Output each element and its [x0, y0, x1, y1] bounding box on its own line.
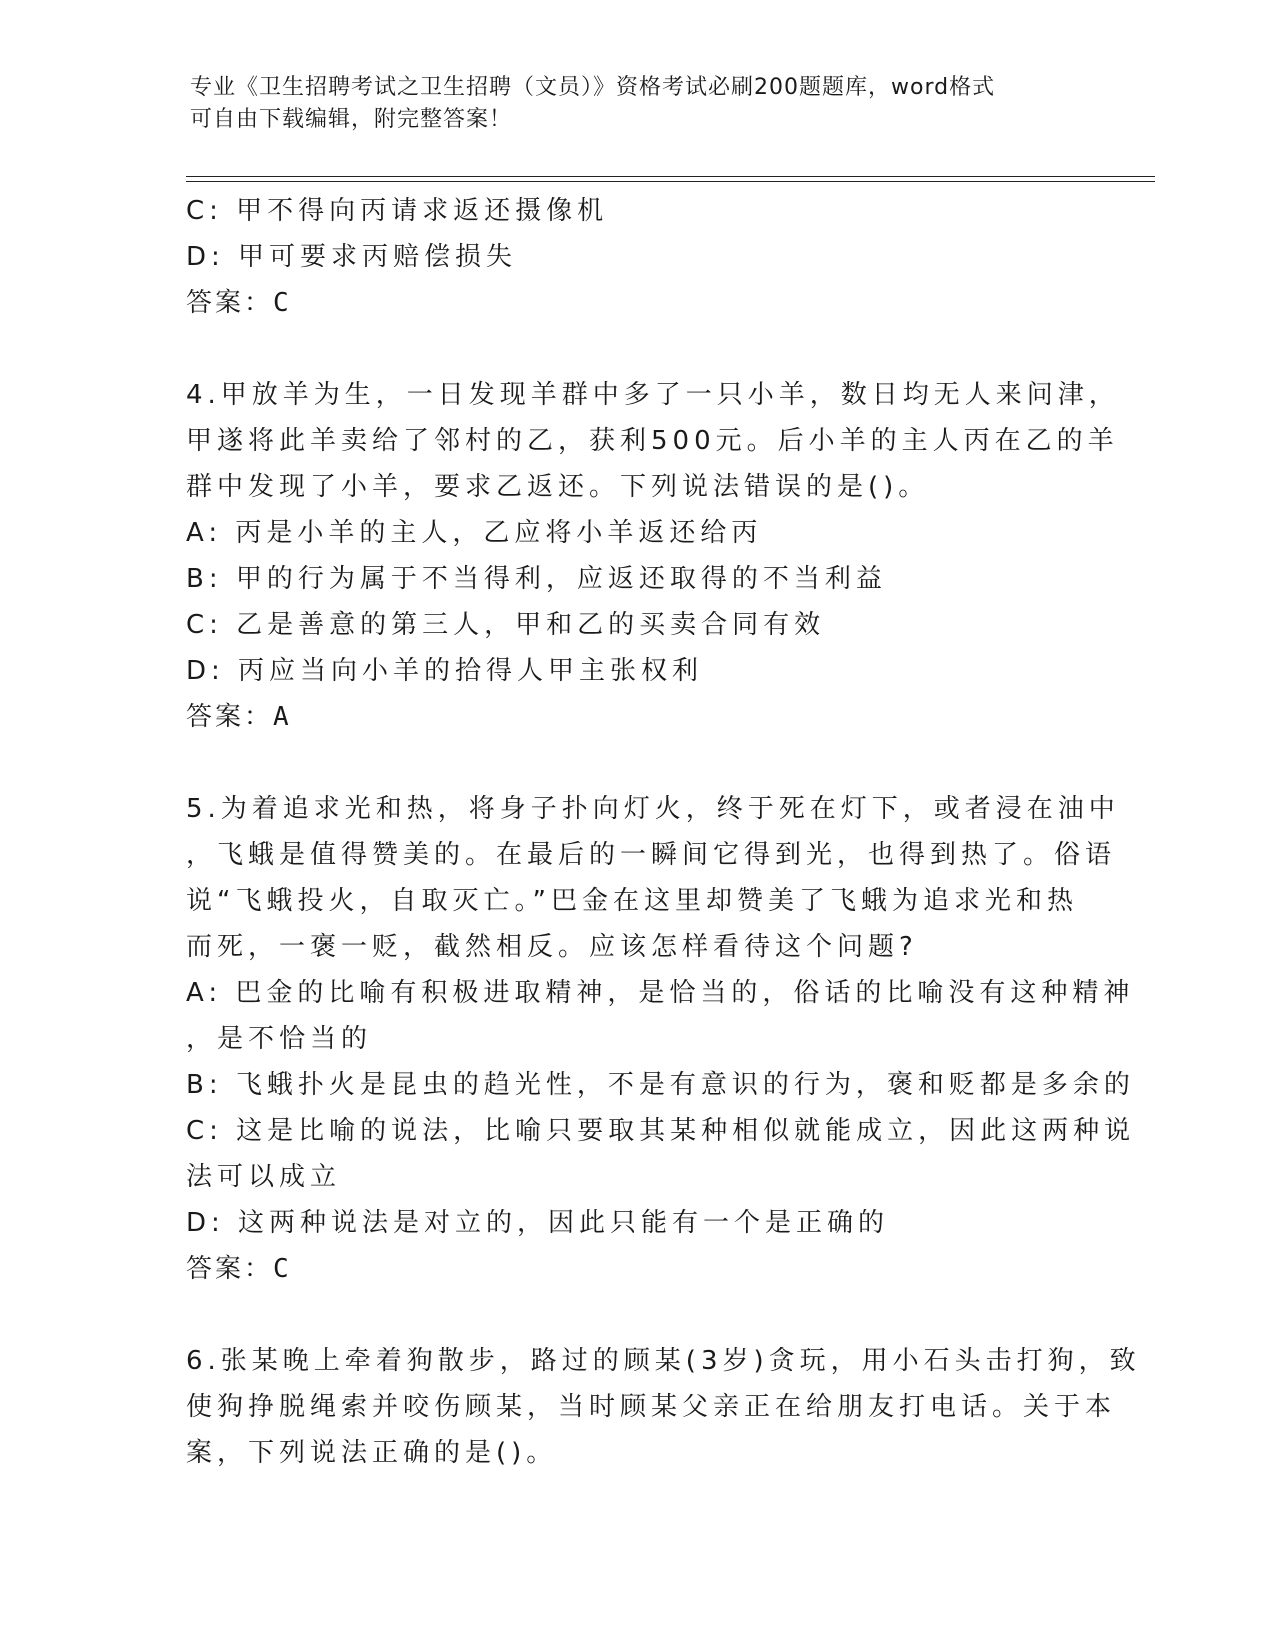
q4-stem-line: 群中发现了小羊，要求乙返还。下列说法错误的是()。 — [186, 472, 930, 502]
q4-option-a: A: 丙是小羊的主人，乙应将小羊返还给丙 — [186, 518, 763, 548]
answer-value: A — [273, 702, 292, 732]
q5-stem-line: 5.为着追求光和热，将身子扑向灯火，终于死在灯下，或者浸在油中 — [186, 794, 1120, 824]
q5-stem-line: 说“飞蛾投火，自取灭亡。”巴金在这里却赞美了飞蛾为追求光和热 — [186, 886, 1078, 916]
q4-option-b: B: 甲的行为属于不当得利，应返还取得的不当利益 — [186, 564, 887, 594]
document-body — [186, 188, 1141, 1476]
q6-stem-line: 使狗挣脱绳索并咬伤顾某，当时顾某父亲正在给朋友打电话。关于本 — [186, 1392, 1117, 1422]
header-line-2: 可自由下载编辑，附完整答案！ — [190, 107, 513, 132]
q4-stem-line: 4.甲放羊为生，一日发现羊群中多了一只小羊，数日均无人来问津， — [186, 380, 1120, 410]
page-header — [190, 72, 1090, 136]
q4-answer — [186, 694, 1086, 740]
header-line-1: 专业《卫生招聘考试之卫生招聘（文员）》资格考试必刷200题题库，word格式 — [190, 75, 996, 100]
q5-answer — [186, 1246, 1086, 1292]
q3-option-d: D: 甲可要求丙赔偿损失 — [186, 242, 518, 272]
q5-stem-line: ，飞蛾是值得赞美的。在最后的一瞬间它得到光，也得到热了。俗语 — [186, 840, 1117, 870]
answer-value: C — [273, 288, 292, 318]
header-divider — [186, 176, 1155, 182]
answer-label: 答案： — [186, 288, 274, 318]
q3-option-c: C: 甲不得向丙请求返还摄像机 — [186, 196, 609, 226]
q5-option-c: C: 这是比喻的说法，比喻只要取其某种相似就能成立，因此这两种说 — [186, 1116, 1136, 1146]
answer-label: 答案： — [186, 1254, 274, 1284]
q5-option-d: D: 这两种说法是对立的，因此只能有一个是正确的 — [186, 1208, 890, 1238]
q5-option-a: A: 巴金的比喻有积极进取精神，是恰当的，俗话的比喻没有这种精神 — [186, 978, 1135, 1008]
q5-option-a-cont: ，是不恰当的 — [186, 1024, 373, 1054]
q3-answer — [186, 280, 1086, 326]
spacer — [186, 326, 1086, 372]
answer-value: C — [273, 1254, 292, 1284]
q5-stem-line: 而死，一褒一贬，截然相反。应该怎样看待这个问题? — [186, 932, 918, 962]
q4-option-d: D: 丙应当向小羊的拾得人甲主张权利 — [186, 656, 704, 686]
q6-stem-line: 案，下列说法正确的是()。 — [186, 1438, 558, 1468]
spacer — [186, 1292, 1086, 1338]
q4-stem-line: 甲遂将此羊卖给了邻村的乙，获利500元。后小羊的主人丙在乙的羊 — [186, 426, 1119, 456]
q6-stem-line: 6.张某晚上牵着狗散步，路过的顾某(3岁)贪玩，用小石头击打狗，致 — [186, 1346, 1141, 1376]
q5-option-c-cont: 法可以成立 — [186, 1162, 342, 1192]
q4-option-c: C: 乙是善意的第三人，甲和乙的买卖合同有效 — [186, 610, 826, 640]
answer-label: 答案： — [186, 702, 274, 732]
spacer — [186, 740, 1086, 786]
q5-option-b: B: 飞蛾扑火是昆虫的趋光性，不是有意识的行为，褒和贬都是多余的 — [186, 1070, 1135, 1100]
